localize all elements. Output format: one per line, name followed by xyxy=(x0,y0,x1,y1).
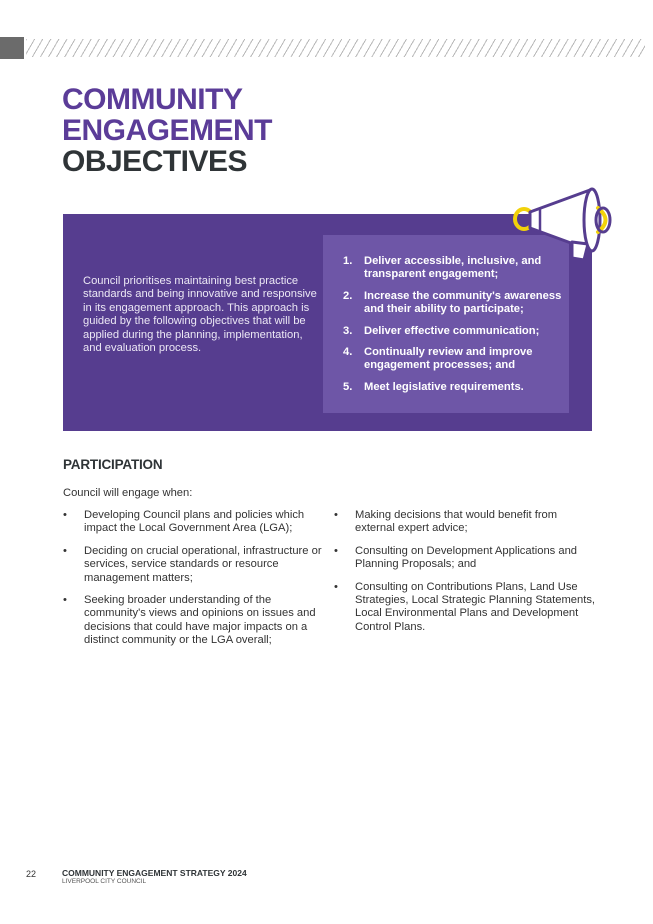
list-item xyxy=(62,594,324,648)
objective-number: 5. xyxy=(343,380,353,393)
list-item xyxy=(333,545,598,572)
title-line-3: OBJECTIVES xyxy=(62,145,248,178)
title-line-1: COMMUNITY xyxy=(62,83,243,116)
objective-item xyxy=(343,325,569,338)
objective-text: Deliver effective communication; xyxy=(364,324,540,337)
list-item xyxy=(62,545,324,585)
objective-number: 3. xyxy=(343,324,353,337)
header-block xyxy=(0,37,24,59)
intro-text: Council prioritises maintaining best practice standards and being innovative and responsive in its engagement approach. This approach is guided by the following objectives that will be applied during the planning, implementation, and evaluation process. xyxy=(83,275,317,355)
list-item-text: Consulting on Development Applications and Planning Proposals; and xyxy=(355,544,578,571)
title-line-2: ENGAGEMENT xyxy=(62,114,273,147)
footer-title: COMMUNITY ENGAGEMENT STRATEGY 2024 xyxy=(62,868,247,878)
header-stripe xyxy=(0,37,653,59)
list-item-text: Making decisions that would benefit from external expert advice; xyxy=(355,509,558,535)
objective-text: Increase the community's awareness and their ability to participate; xyxy=(364,289,562,316)
list-item-text: Seeking broader understanding of the community's views and opinions on issues and decisions that could have major impacts on a distinct community or the LGA overall; xyxy=(84,594,316,647)
objective-item xyxy=(343,381,569,394)
list-item xyxy=(62,509,324,536)
bullet-icon: • xyxy=(334,509,338,521)
objective-item xyxy=(343,290,569,317)
megaphone-icon xyxy=(510,182,622,260)
participation-heading: PARTICIPATION xyxy=(63,457,163,472)
page-title xyxy=(62,84,272,177)
bullet-icon: • xyxy=(63,544,67,557)
list-item xyxy=(333,581,598,635)
objective-item xyxy=(343,346,569,373)
participation-list-left xyxy=(62,509,324,657)
list-item xyxy=(333,509,598,536)
objective-text: Deliver accessible, inclusive, and transparent engagement; xyxy=(364,255,542,281)
bullet-icon: • xyxy=(63,594,67,607)
objective-number: 2. xyxy=(343,289,353,302)
list-item-text: Developing Council plans and policies which impact the Local Government Area (LGA); xyxy=(84,509,305,535)
list-item-text: Consulting on Contributions Plans, Land Use Strategies, Local Strategic Planning Statements, Local Environmental Plans and Development Control Plans. xyxy=(355,580,596,633)
objective-number: 1. xyxy=(343,255,353,267)
footer-subtitle: LIVERPOOL CITY COUNCIL xyxy=(62,878,147,885)
bullet-icon: • xyxy=(63,509,67,521)
participation-lead: Council will engage when: xyxy=(63,487,193,499)
bullet-icon: • xyxy=(334,580,338,593)
bullet-icon: • xyxy=(334,544,338,557)
objective-number: 4. xyxy=(343,346,353,359)
list-item-text: Deciding on crucial operational, infrastructure or services, service standards or resource management matters; xyxy=(84,544,322,584)
participation-list-right xyxy=(333,509,598,643)
header-hatch xyxy=(26,39,645,57)
objectives-list xyxy=(343,255,569,402)
objective-text: Meet legislative requirements. xyxy=(364,380,524,393)
objective-text: Continually review and improve engagement processes; and xyxy=(364,346,533,372)
page-number: 22 xyxy=(26,869,37,879)
